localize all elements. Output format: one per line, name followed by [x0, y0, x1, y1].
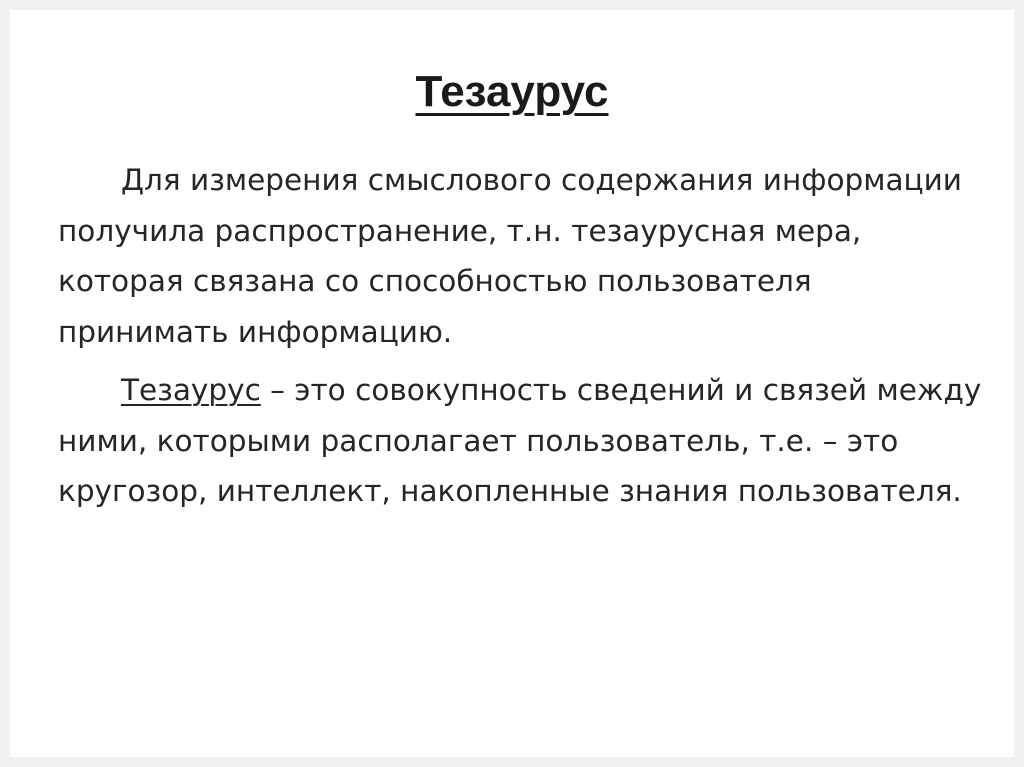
slide-title — [0, 60, 1024, 124]
definition-text: – это совокупность сведений и связей между ними, которыми располагает пользователь, т.е. – это кругозор, интеллект, накопленные знания пользователя. — [58, 373, 982, 508]
paragraph-measure: Для измерения смыслового содержания информации получила распространение, т.н. тезаурусная мера, которая связана со способностью пользователя принимать информацию. — [58, 163, 962, 349]
slide-title-text: Тезаурус — [415, 67, 609, 116]
term-thesaurus: Тезаурус — [121, 373, 261, 407]
slide-body — [58, 155, 988, 525]
paragraph-definition — [58, 365, 988, 517]
